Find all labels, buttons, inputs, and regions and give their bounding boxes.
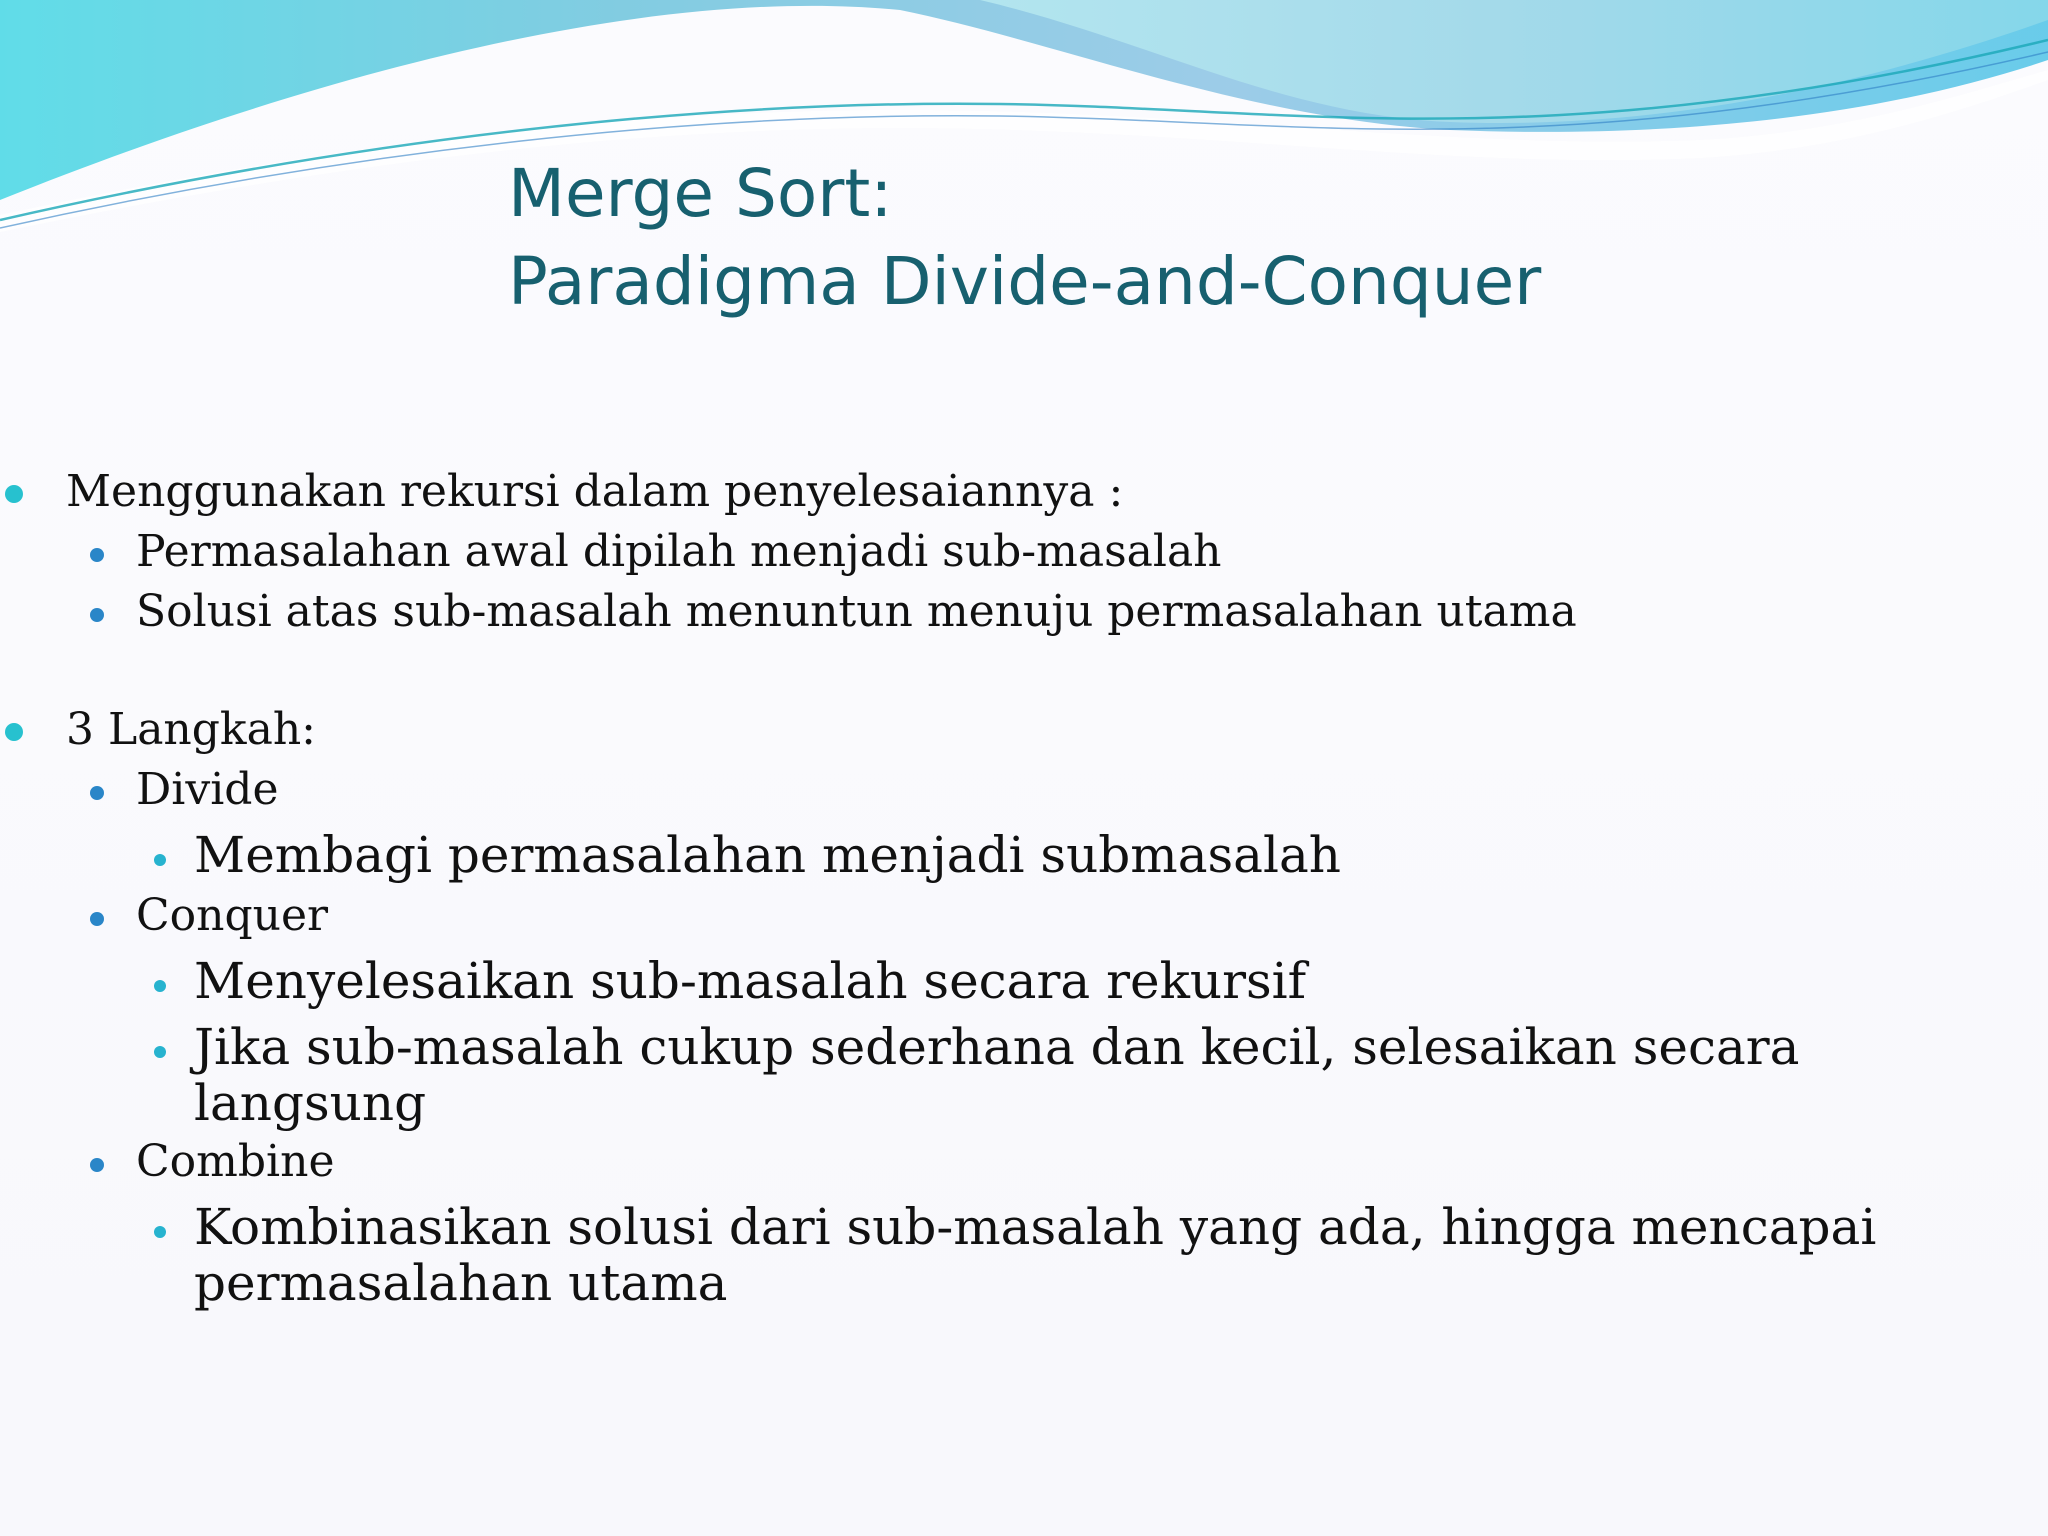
sub-bullet-item: Combine: [136, 1136, 335, 1187]
bullet-dot-icon: [90, 1158, 104, 1172]
sub-sub-bullet-item: Menyelesaikan sub-masalah secara rekursif: [194, 952, 1307, 1010]
sub-bullet-item: Conquer: [136, 890, 329, 941]
bullet-item: 3 Langkah:: [66, 704, 316, 755]
sub-sub-bullet-item: Jika sub-masalah cukup sederhana dan kecil, selesaikan secara: [194, 1018, 1800, 1076]
bullet-dot-icon: [154, 854, 166, 866]
title-line-2: Paradigma Divide-and-Conquer: [508, 243, 1542, 320]
bullet-dot-icon: [5, 723, 23, 741]
bullet-dot-icon: [90, 912, 104, 926]
bullet-dot-icon: [90, 786, 104, 800]
sub-bullet-item: Solusi atas sub-masalah menuntun menuju permasalahan utama: [136, 586, 1577, 637]
sub-bullet-item: Permasalahan awal dipilah menjadi sub-masalah: [136, 526, 1222, 577]
bullet-dot-icon: [154, 980, 166, 992]
bullet-dot-icon: [154, 1046, 166, 1058]
sub-sub-bullet-item: Kombinasikan solusi dari sub-masalah yang ada, hingga mencapai: [194, 1198, 1877, 1256]
bullet-dot-icon: [154, 1226, 166, 1238]
bullet-dot-icon: [90, 608, 104, 622]
sub-sub-bullet-item: Membagi permasalahan menjadi submasalah: [194, 826, 1341, 884]
title-line-1: Merge Sort:: [508, 155, 893, 232]
sub-sub-bullet-continuation: langsung: [194, 1074, 427, 1132]
sub-sub-bullet-continuation: permasalahan utama: [194, 1254, 728, 1312]
bullet-item: Menggunakan rekursi dalam penyelesaiannya :: [66, 466, 1124, 517]
bullet-dot-icon: [5, 485, 23, 503]
bullet-dot-icon: [90, 548, 104, 562]
slide-title: [508, 150, 1541, 326]
sub-bullet-item: Divide: [136, 764, 279, 815]
